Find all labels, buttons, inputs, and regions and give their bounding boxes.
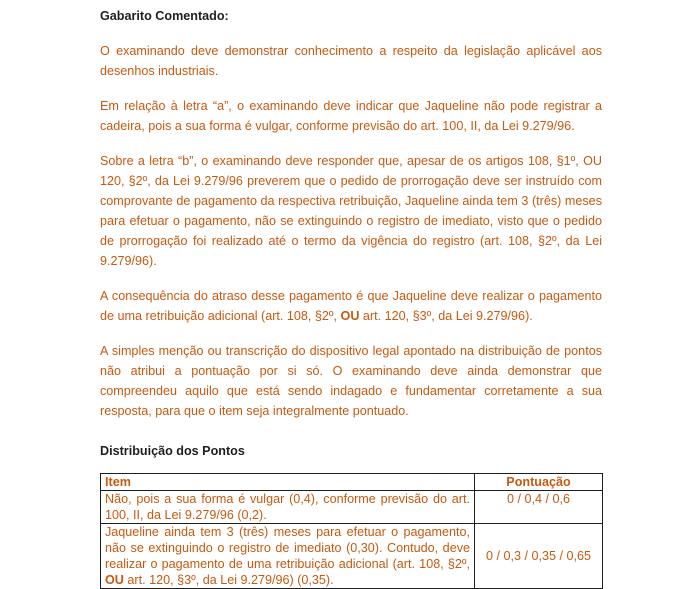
row-2-item-end: art. 120, §3º, da Lei 9.279/96) (0,35). — [123, 573, 334, 587]
paragraph-4 — [100, 286, 602, 326]
row-1-points: 0 / 0,4 / 0,6 — [475, 491, 603, 524]
row-2-item — [101, 524, 475, 589]
row-2-item-or: OU — [105, 573, 124, 587]
header-item: Item — [101, 474, 475, 491]
paragraph-5: A simples menção ou transcrição do dispositivo legal apontado na distribuição de pontos não atribui a pontuação por si só. O examinando deve ainda demonstrar que compreendeu aquilo que está sendo indagado e fundamentar corretamente a sua resposta, para que o item seja integralmente pontuado. — [100, 344, 602, 418]
paragraph-2: Em relação à letra “a”, o examinando deve indicar que Jaqueline não pode registrar a cadeira, pois a sua forma é vulgar, conforme previsão do art. 100, II, da Lei 9.279/96. — [100, 99, 602, 133]
header-points: Pontuação — [475, 474, 603, 491]
page-heading: Gabarito Comentado: — [100, 9, 229, 23]
paragraph-1: O examinando deve demonstrar conhecimento a respeito da legislação aplicável aos desenhos industriais. — [100, 44, 602, 78]
row-1-item: Não, pois a sua forma é vulgar (0,4), conforme previsão do art. 100, II, da Lei 9.279/96 (0,2). — [101, 491, 475, 524]
table-header-row — [101, 474, 603, 491]
row-2-item-start: Jaqueline ainda tem 3 (três) meses para efetuar o pagamento, não se extinguindo o registro de imediato (0,30). Contudo, deve realizar o pagamento de uma retribuição adicional (art. 108, §2º, — [105, 525, 470, 571]
table-row — [101, 491, 603, 524]
section-title: Distribuição dos Pontos — [100, 444, 245, 458]
paragraph-4-end: art. 120, §3º, da Lei 9.279/96). — [359, 309, 533, 323]
paragraph-4-start: A consequência do atraso desse pagamento é que Jaqueline deve realizar o pagamento de uma retribuição adicional (art. 108, §2º, — [100, 289, 602, 323]
paragraph-3: Sobre a letra “b”, o examinando deve responder que, apesar de os artigos 108, §1º, OU 120, §2º, da Lei 9.279/96 preverem que o pedido de prorrogação deve ser instruído com comprovante de pagamento da respectiva retribuição, Jaqueline ainda tem 3 (três) meses para efetuar o pagamento, não se extinguindo o registro de imediato, visto que o pedido de prorrogação foi realizado até o termo da vigência do registro (art. 108, §2º, da Lei 9.279/96). — [100, 154, 602, 268]
row-2-points: 0 / 0,3 / 0,35 / 0,65 — [475, 524, 603, 589]
table-row — [101, 524, 603, 589]
points-table — [100, 473, 603, 589]
document-page — [100, 6, 602, 589]
paragraph-4-or: OU — [340, 309, 360, 323]
